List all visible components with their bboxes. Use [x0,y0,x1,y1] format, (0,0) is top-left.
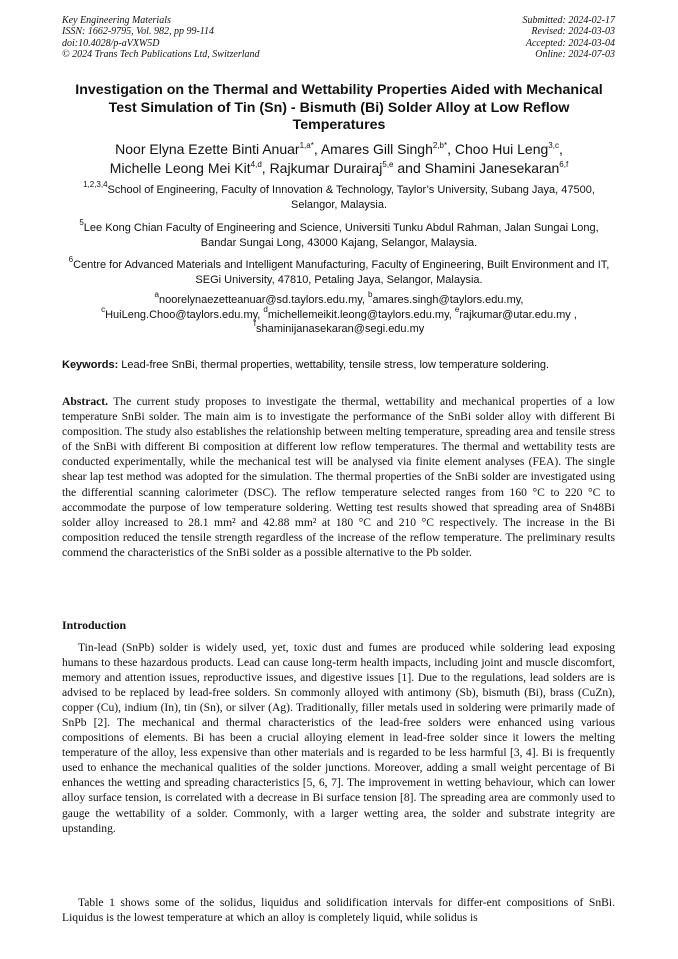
abstract-text: The current study proposes to investigate the thermal, wettability and mechanical properties of a low temperature SnBi solder. The main aim is to investigate the performance of the SnBi solder alloy with different Bi composition. The study also establishes the relationship between melting temperature, spreading area and tensile stress of the SnBi with different Bi composition at different low reflow temperatures. The thermal and wettability tests are conducted experimentally, while the mechanical test will be analysed via finite element analyses (FEA). The single shear lap test method was adopted for the simulation. The thermal properties of the SnBi solder are investigated using the differential scanning calorimeter (DSC). The reflow temperature selected ranges from 160 °C to 220 °C to accommodate the purpose of low temperature soldering. Wetting test results showed that spreading area of Sn48Bi solder alloy increased to 28.1 mm² and 42.88 mm² at 180 °C and 210 °C respectively. The increase in the Bi composition reduced the tensile strength regardless of the increase of the reflow temperature. The preliminary results commend the characteristics of the SnBi solder as a possible alternative to the Pb solder. [62,395,615,559]
email-link[interactable]: HuiLeng.Choo@taylors.edu.my, [105,308,264,321]
journal-info [62,15,260,60]
email-sup: f [253,319,256,328]
affiliation-text: Lee Kong Chian Faculty of Engineering and Science, Universiti Tunku Abdul Rahman, Jalan Sungai Long, Bandar Sungai Long, 43000 Kajang, Selangor, Malaysia. [83,222,599,249]
email-sup: e [454,304,460,314]
email-link[interactable]: michellemeikit.leong@taylors.edu.my, [267,308,455,321]
email-sup: d [263,304,268,314]
author [425,160,569,176]
email-link[interactable]: noorelynaezetteanuar@sd.taylors.edu.my, [158,294,369,306]
submission-dates [523,15,616,60]
email-sup: a [154,290,159,299]
author-separator: , [558,141,563,157]
email-list [62,290,616,337]
email-link[interactable]: shaminijanasekaran@segi.edu.my [255,323,425,335]
doi-line[interactable]: doi:10.4028/p-aVXW5D [62,37,160,49]
intro-paragraph-1: Tin-lead (SnPb) solder is widely used, yet, toxic dust and fumes are produced while soldering lead exposing humans to these hazardous products. Lead can cause long-term health impacts, including joint and muscle discomfort, memory and attention issues, reproductive issues, and digestive issues [1]. Due to the regulations, lead solders are is advised to be replaced by lead-free solders. Sn commonly alloyed with antimony (Sb), bismuth (Bi), brass (CuZn), copper (Cu), indium (In), tin (Sn), or silver (Ag). Traditionally, filler metals used in soldering were primarily made of SnPb [2]. The mechanical and thermal characteristics of the lead-free solders were enhanced using various compositions of elements. Bi has been a crucial alloying element in lead-free solder since it lowers the melting temperature of the alloy, less expensive than other materials and is regarded to be less harmful [3, 4]. Bi is frequently used to enhance the mechanical qualities of the solder junctions. Moreover, adding a small weight percentage of Bi enhances the wetting and spreading characteristics [5, 6, 7]. The improvement in wetting behaviour, which can lower alloy surface tension, is correlated with a decrease in Bi surface tension [8]. The spreading area are commonly used to gauge the wettability of a solder. Commonly, with a larger wetting area, the solder and substrate integrity are upstanding. [62,641,615,835]
author [270,160,425,176]
author-name: Choo Hui Leng [454,141,549,157]
intro-paragraph-2: Table 1 shows some of the solidus, liquidus and solidification intervals for differ-ent compositions of SnBi. Liquidus is the lowest temperature at which an alloy is completely liquid, while solidus is [62,896,615,925]
issn-line: ISSN: 1662-9795, Vol. 982, pp 99-114 [62,26,215,38]
submitted-date: Submitted: 2024-02-17 [522,15,615,26]
author-separator: and [393,159,425,176]
affiliation-3 [62,255,616,287]
author-separator: , [447,141,455,157]
email-sup: b [368,290,373,299]
author-sup: 3,c [548,141,559,150]
accepted-date: Accepted: 2024-03-04 [525,37,615,49]
author [455,141,563,157]
author-separator: , [261,159,270,176]
affiliation-sup: 1,2,3,4 [83,180,108,189]
author-sup: 4,d [250,159,262,169]
abstract [62,394,615,560]
revised-date: Revised: 2024-03-03 [531,26,615,38]
author-sup: 2,b* [432,141,448,150]
author-name: Noor Elyna Ezette Binti Anuar [115,141,300,157]
author-sup: 1,a* [299,141,314,150]
author-name: Amares Gill Singh [320,141,433,157]
paper-title: Investigation on the Thermal and Wettability Properties Aided with Mechanical Test Simulation of Tin (Sn) - Bismuth (Bi) Solder Alloy at Low Reflow Temperatures [75,82,603,133]
online-date: Online: 2024-07-03 [535,48,615,60]
journal-name: Key Engineering Materials [62,15,171,26]
author-sup: 5,e [382,159,394,169]
affiliation-sup: 5 [79,218,84,227]
author-name: Shamini Janesekaran [424,159,560,176]
author-list [62,140,616,177]
affiliation-1 [62,180,616,212]
author [110,160,270,176]
abstract-label: Abstract. [62,395,109,408]
author-sup: 6,f [559,159,569,169]
author-name: Michelle Leong Mei Kit [109,159,251,176]
affiliation-text: Centre for Advanced Materials and Intelligent Manufacturing, Faculty of Engineering, Built Environment and IT, SEGi University, 47810, Petaling Jaya, Selangor, Malaysia. [73,259,610,286]
affiliation-2 [62,218,616,250]
author-separator: , [313,141,321,157]
author-name: Rajkumar Durairaj [269,159,383,176]
copyright-line: © 2024 Trans Tech Publications Ltd, Switzerland [62,48,260,60]
keywords-label: Keywords: [62,359,119,371]
email-sup: c [101,304,106,314]
keywords-text: Lead-free SnBi, thermal properties, wettability, tensile stress, low temperature soldering. [118,359,550,371]
section-heading-introduction: Introduction [62,618,127,632]
email-link[interactable]: amares.singh@taylors.edu.my, [372,294,524,306]
affiliation-sup: 6 [68,255,74,264]
keywords [62,358,622,372]
author [321,141,455,157]
email-link[interactable]: rajkumar@utar.edu.my , [459,308,577,321]
affiliation-text: School of Engineering, Faculty of Innovation & Technology, Taylor’s University, Subang Jaya, 47500, Selangor, Malaysia. [107,184,595,211]
author [115,141,321,157]
